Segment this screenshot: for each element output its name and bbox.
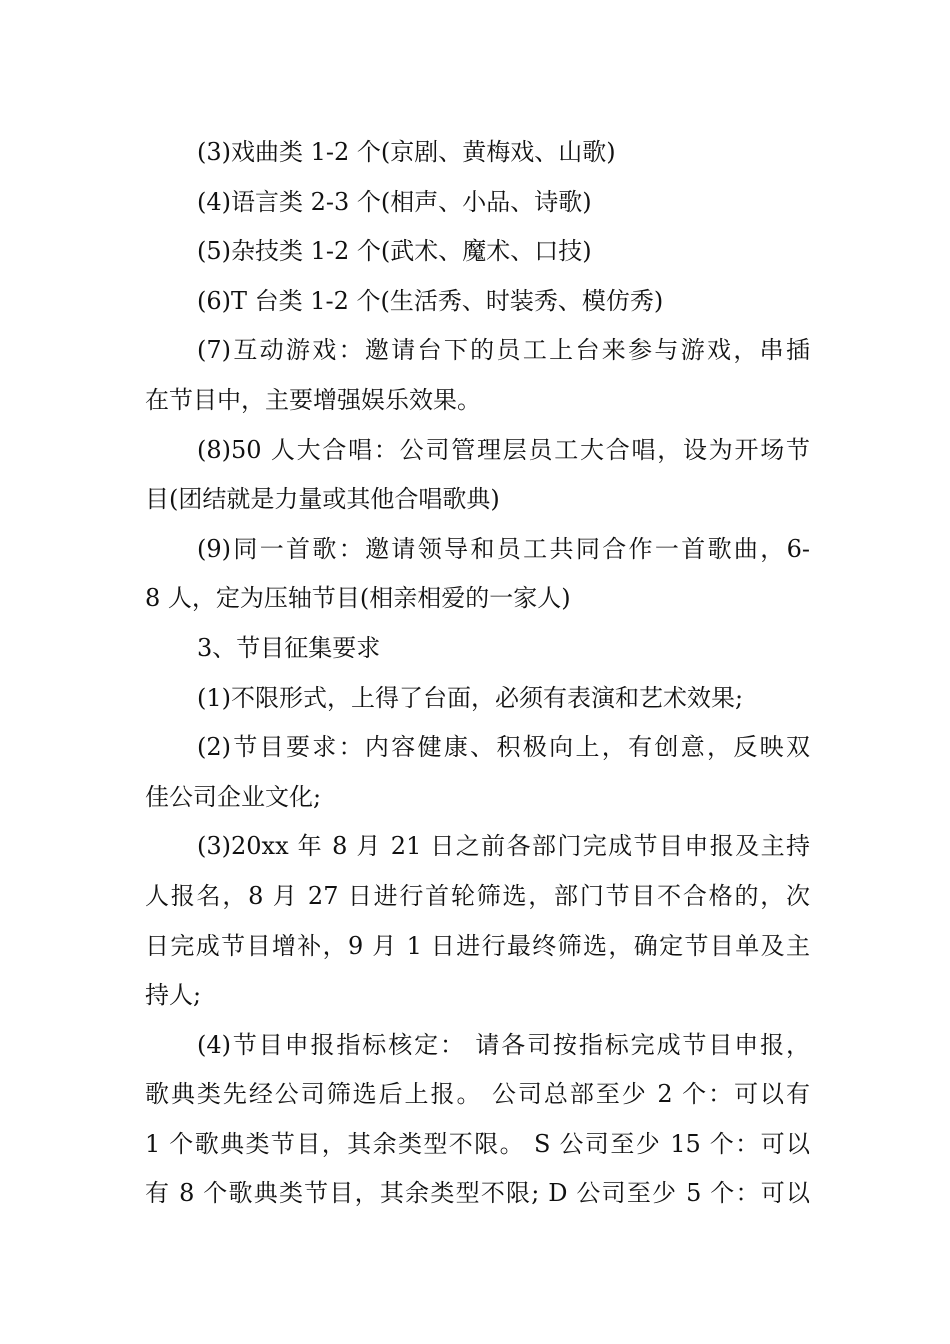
paragraph-requirement-1: [145, 674, 810, 724]
paragraph-requirement-4: [145, 1021, 810, 1219]
paragraph-requirement-2: [145, 723, 810, 822]
paragraph-opera: [145, 128, 810, 178]
text-line: (7)互动游戏：邀请台下的员工上台来参与游戏，串插: [197, 336, 810, 365]
text-line: (1)不限形式，上得了台面，必须有表演和艺术效果;: [197, 683, 744, 712]
text-line: (2)节目要求：内容健康、积极向上，有创意，反映双: [197, 733, 810, 762]
text-line: 8 人，定为压轴节目(相亲相爱的一家人): [145, 584, 571, 613]
text-line: (5)杂技类 1-2 个(武术、魔术、口技): [197, 237, 592, 266]
text-line: 日完成节目增补，9 月 1 日进行最终筛选，确定节目单及主: [145, 931, 810, 960]
text-line: (3)戏曲类 1-2 个(京剧、黄梅戏、山歌): [197, 138, 616, 166]
text-line: 目(团结就是力量或其他合唱歌典): [145, 485, 500, 514]
text-line: 人报名，8 月 27 日进行首轮筛选，部门节目不合格的，次: [145, 881, 810, 910]
paragraph-runway: [145, 277, 810, 327]
paragraph-language: [145, 178, 810, 228]
paragraph-interactive-game: [145, 326, 810, 425]
text-line: (3)20xx 年 8 月 21 日之前各部门完成节目申报及主持: [197, 832, 810, 861]
paragraph-chorus: [145, 426, 810, 525]
document-body: [145, 128, 810, 1219]
text-line: 有 8 个歌典类节目，其余类型不限; D 公司至少 5 个：可以: [145, 1179, 810, 1208]
text-line: (9)同一首歌：邀请领导和员工共同合作一首歌曲，6-: [197, 534, 810, 563]
text-line: (4)节目申报指标核定： 请各司按指标完成节目申报，: [197, 1030, 810, 1059]
paragraph-acrobatics: [145, 227, 810, 277]
text-line: 持人;: [145, 981, 202, 1010]
section-heading: 3、节目征集要求: [197, 633, 381, 662]
text-line: (8)50 人大合唱：公司管理层员工大合唱，设为开场节: [197, 435, 810, 464]
text-line: 佳公司企业文化;: [145, 782, 322, 811]
section-heading-requirements: [145, 624, 810, 674]
paragraph-requirement-3: [145, 822, 810, 1020]
text-line: 1 个歌典类节目，其余类型不限。 S 公司至少 15 个：可以: [145, 1129, 810, 1158]
text-line: (4)语言类 2-3 个(相声、小品、诗歌): [197, 187, 592, 216]
paragraph-same-song: [145, 525, 810, 624]
text-line: 歌典类先经公司筛选后上报。 公司总部至少 2 个：可以有: [145, 1080, 810, 1109]
text-line: 在节目中，主要增强娱乐效果。: [145, 385, 481, 414]
text-line: (6)T 台类 1-2 个(生活秀、时装秀、模仿秀): [197, 286, 664, 315]
